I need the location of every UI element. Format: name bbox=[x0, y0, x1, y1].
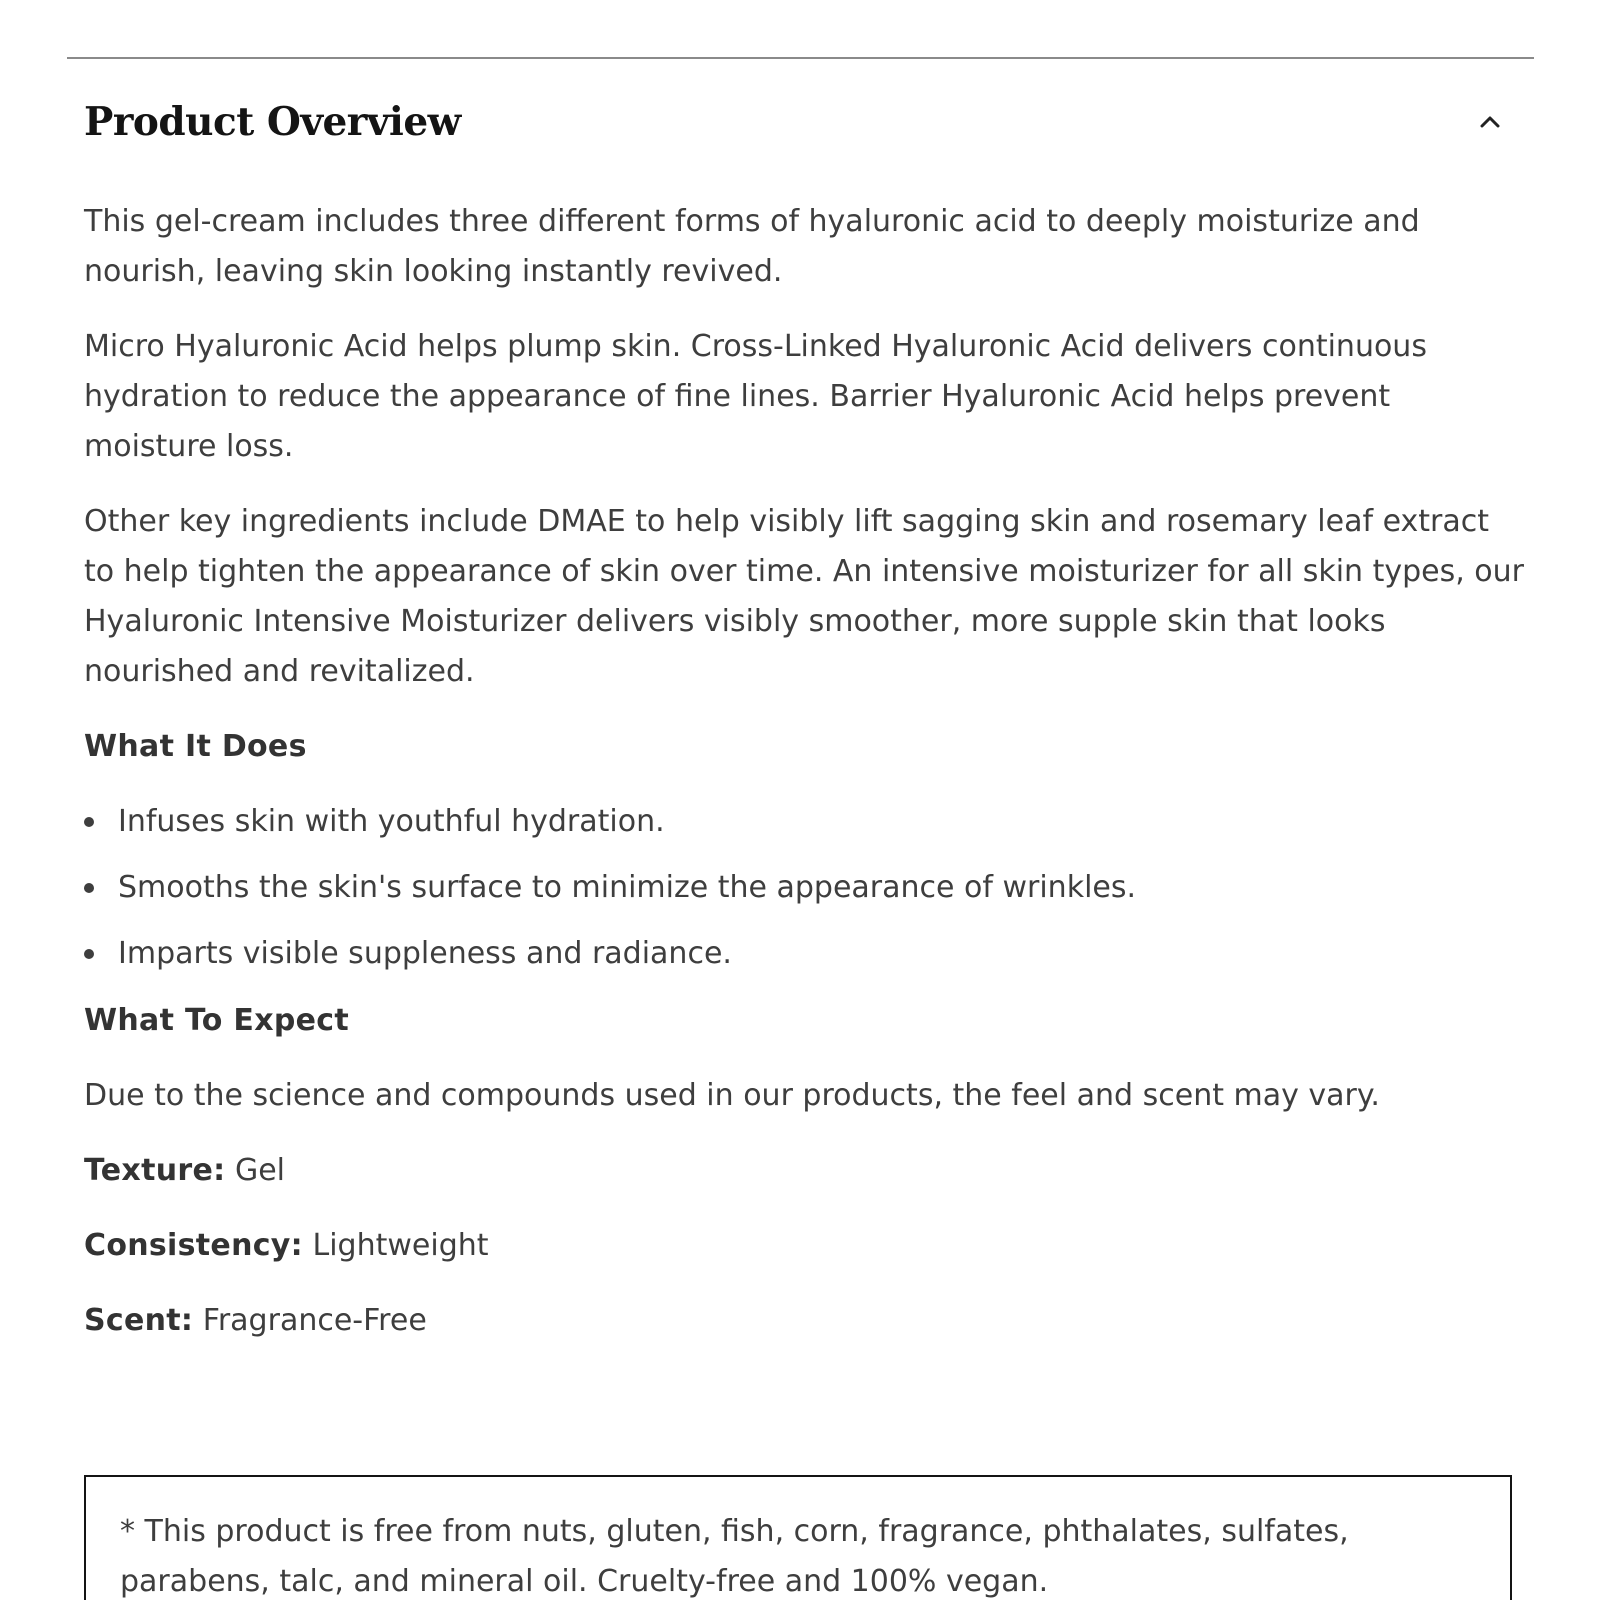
texture-attribute bbox=[84, 1146, 1524, 1196]
bullet-icon bbox=[84, 949, 94, 959]
scent-attribute bbox=[84, 1296, 1524, 1346]
consistency-label: Consistency: bbox=[84, 1228, 303, 1263]
ingredients-paragraph-continued: moisture loss. bbox=[84, 429, 294, 464]
list-item-text: Imparts visible suppleness and radiance. bbox=[118, 936, 732, 971]
scent-value: Fragrance-Free bbox=[193, 1303, 427, 1338]
free-from-notice bbox=[84, 1475, 1512, 1600]
scent-label: Scent: bbox=[84, 1303, 194, 1338]
list-item-text: Smooths the skin's surface to minimize the appearance of wrinkles. bbox=[118, 870, 1137, 905]
list-item bbox=[84, 929, 1524, 979]
list-item bbox=[84, 797, 1524, 847]
key-ingredients-paragraph: Other key ingredients include DMAE to help visibly lift sagging skin and rosemary leaf extract to help tighten the appearance of skin over time. An intensive moisturizer for all skin types, our Hyaluronic Intensive Moisturizer delivers visibly smoother, more supple skin that looks nourished and revitalized. bbox=[84, 504, 1524, 689]
list-item-text: Infuses skin with youthful hydration. bbox=[118, 804, 665, 839]
intro-paragraph: This gel-cream includes three different forms of hyaluronic acid to deeply moisturize and nourish, leaving skin looking instantly revived. bbox=[84, 204, 1420, 289]
accordion-content bbox=[84, 197, 1524, 1371]
what-to-expect-text: Due to the science and compounds used in our products, the feel and scent may vary. bbox=[84, 1078, 1380, 1113]
what-it-does-list bbox=[84, 797, 1524, 979]
what-to-expect-heading: What To Expect bbox=[84, 1003, 350, 1038]
top-divider bbox=[67, 57, 1534, 59]
bullet-icon bbox=[84, 817, 94, 827]
section-title: Product Overview bbox=[84, 99, 461, 145]
chevron-up-icon[interactable] bbox=[1472, 104, 1508, 140]
bullet-icon bbox=[84, 883, 94, 893]
list-item bbox=[84, 863, 1524, 913]
consistency-value: Lightweight bbox=[302, 1228, 489, 1263]
free-from-notice-text: * This product is free from nuts, gluten, fish, corn, fragrance, phthalates, sulfates, parabens, talc, and mineral oil. Cruelty-free and 100% vegan. bbox=[120, 1514, 1349, 1599]
consistency-attribute bbox=[84, 1221, 1524, 1271]
ingredients-paragraph-text: Micro Hyaluronic Acid helps plump skin. Cross-Linked Hyaluronic Acid delivers continuous hydration to reduce the appearance of fine lines. Barrier Hyaluronic Acid helps prevent bbox=[84, 329, 1427, 414]
ingredients-paragraph bbox=[84, 322, 1524, 472]
what-it-does-heading: What It Does bbox=[84, 729, 307, 764]
texture-label: Texture: bbox=[84, 1153, 226, 1188]
accordion-header[interactable] bbox=[84, 92, 1508, 152]
texture-value: Gel bbox=[225, 1153, 285, 1188]
